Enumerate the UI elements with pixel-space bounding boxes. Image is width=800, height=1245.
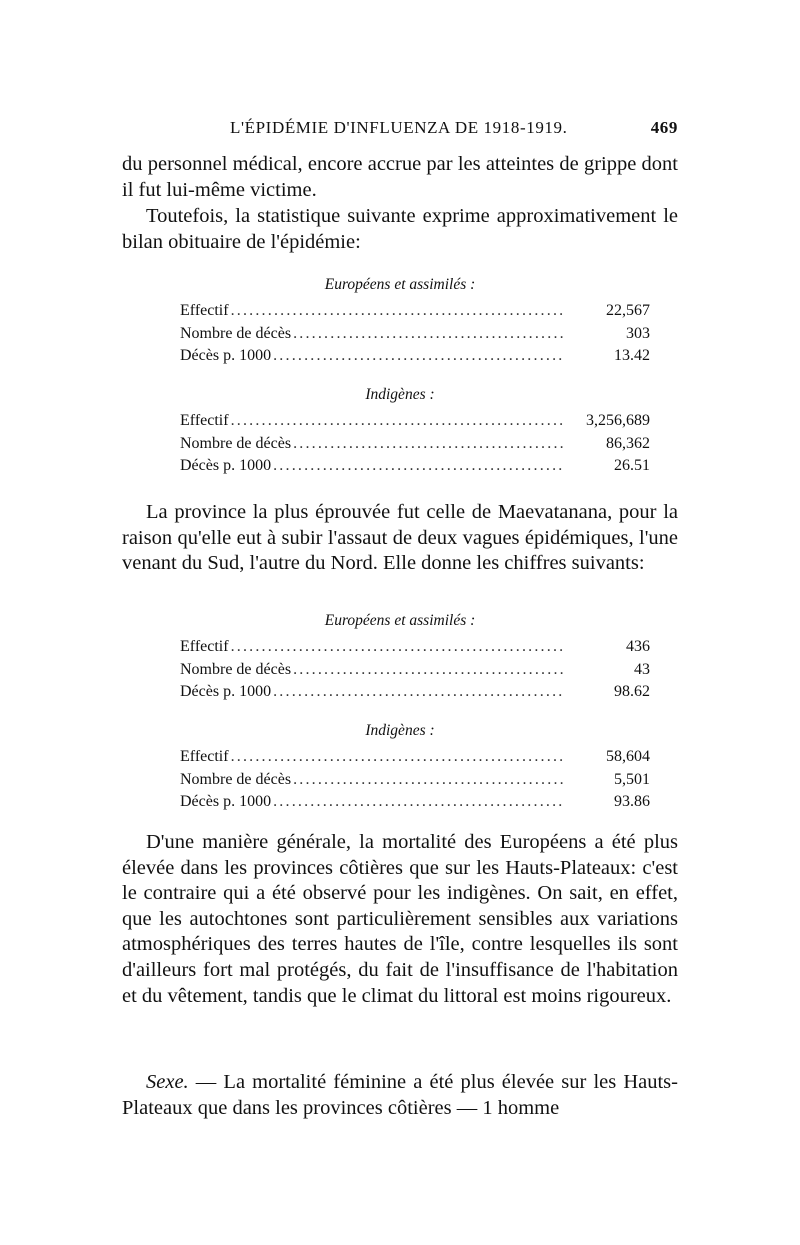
row-label: Effectif — [180, 748, 229, 765]
leader-dots — [231, 410, 564, 433]
row-label: Effectif — [180, 412, 229, 429]
table-row — [180, 345, 650, 368]
row-value: 13.42 — [614, 347, 650, 364]
row-value: 43 — [634, 660, 650, 678]
table2-indigenes-caption: Indigènes : — [365, 722, 435, 739]
leader-dots — [231, 746, 564, 769]
row-value: 3,256,689 — [586, 412, 650, 429]
table1-indigenes — [180, 410, 650, 478]
table-row — [180, 791, 650, 814]
leader-dots — [293, 769, 564, 792]
table-row — [180, 746, 650, 769]
leader-dots — [273, 345, 564, 368]
table-row — [180, 410, 650, 433]
row-label: Décès p. 1000 — [180, 457, 272, 474]
row-label: Effectif — [180, 638, 229, 655]
section-label-sexe: Sexe. — [146, 1071, 189, 1093]
paragraph-mortalite-generale: D'une manière générale, la mortalité des Européens a été plus élevée dans les provinces côtières que sur les Hauts-Plateaux: c'est le contraire qui a été observé pour les indigènes. On sait, en effet, que les autochtones sont particulièrement sensibles aux variations atmosphériques des terres hautes de l'île, contre lesquelles ils sont d'ailleurs fort mal protégés, du fait de l'insuffisance de l'habitation et du vêtement, tandis que le climat du littoral est moins rigoureux. — [122, 831, 678, 1007]
row-label: Décès p. 1000 — [180, 793, 272, 810]
row-value: 5,501 — [614, 770, 650, 788]
row-label: Nombre de décès — [180, 660, 292, 678]
row-value: 93.86 — [614, 793, 650, 810]
table-row — [180, 455, 650, 478]
row-label: Nombre de décès — [180, 770, 292, 788]
table-row — [180, 659, 650, 682]
row-label: Décès p. 1000 — [180, 347, 272, 364]
row-label: Nombre de décès — [180, 434, 292, 452]
table1-europeens-caption: Européens et assimilés : — [324, 276, 476, 293]
paragraph-statistics-intro: Toutefois, la statistique suivante exprime approximativement le bilan obituaire de l'épidémie: — [122, 205, 678, 253]
paragraph-continuation: du personnel médical, encore accrue par les atteintes de grippe dont il fut lui-même victime. — [122, 153, 678, 201]
leader-dots — [293, 323, 564, 346]
table2-europeens-caption: Européens et assimilés : — [324, 612, 476, 629]
page-number: 469 — [650, 118, 678, 137]
table1-europeens — [180, 300, 650, 368]
table-row — [180, 681, 650, 704]
table-row — [180, 769, 650, 792]
leader-dots — [231, 636, 564, 659]
leader-dots — [293, 659, 564, 682]
row-value: 303 — [626, 324, 650, 342]
paragraph-maevatanana: La province la plus éprouvée fut celle de Maevatanana, pour la raison qu'elle eut à subir l'assaut de deux vagues épidémiques, l'une venant du Sud, l'autre du Nord. Elle donne les chiffres suivants: — [122, 501, 678, 575]
row-value: 86,362 — [606, 434, 650, 452]
table-row — [180, 323, 650, 346]
table2-europeens — [180, 636, 650, 704]
leader-dots — [273, 681, 564, 704]
running-header — [122, 118, 678, 142]
table-row — [180, 433, 650, 456]
paragraph-sexe — [122, 1070, 678, 1121]
row-value: 58,604 — [606, 748, 650, 765]
row-label: Effectif — [180, 302, 229, 319]
leader-dots — [273, 455, 564, 478]
leader-dots — [273, 791, 564, 814]
row-value: 436 — [626, 638, 650, 655]
leader-dots — [293, 433, 564, 456]
row-label: Décès p. 1000 — [180, 683, 272, 700]
row-value: 98.62 — [614, 683, 650, 700]
paragraph-sexe-text: — La mortalité féminine a été plus élevée sur les Hauts-Plateaux que dans les provinces côtières — 1 homme — [122, 1071, 678, 1119]
leader-dots — [231, 300, 564, 323]
table2-indigenes — [180, 746, 650, 814]
table-row — [180, 300, 650, 323]
table1-indigenes-caption: Indigènes : — [365, 386, 435, 403]
running-title: L'ÉPIDÉMIE D'INFLUENZA DE 1918-1919. — [230, 118, 568, 137]
row-value: 22,567 — [606, 302, 650, 319]
row-label: Nombre de décès — [180, 324, 292, 342]
row-value: 26.51 — [614, 457, 650, 474]
table-row — [180, 636, 650, 659]
